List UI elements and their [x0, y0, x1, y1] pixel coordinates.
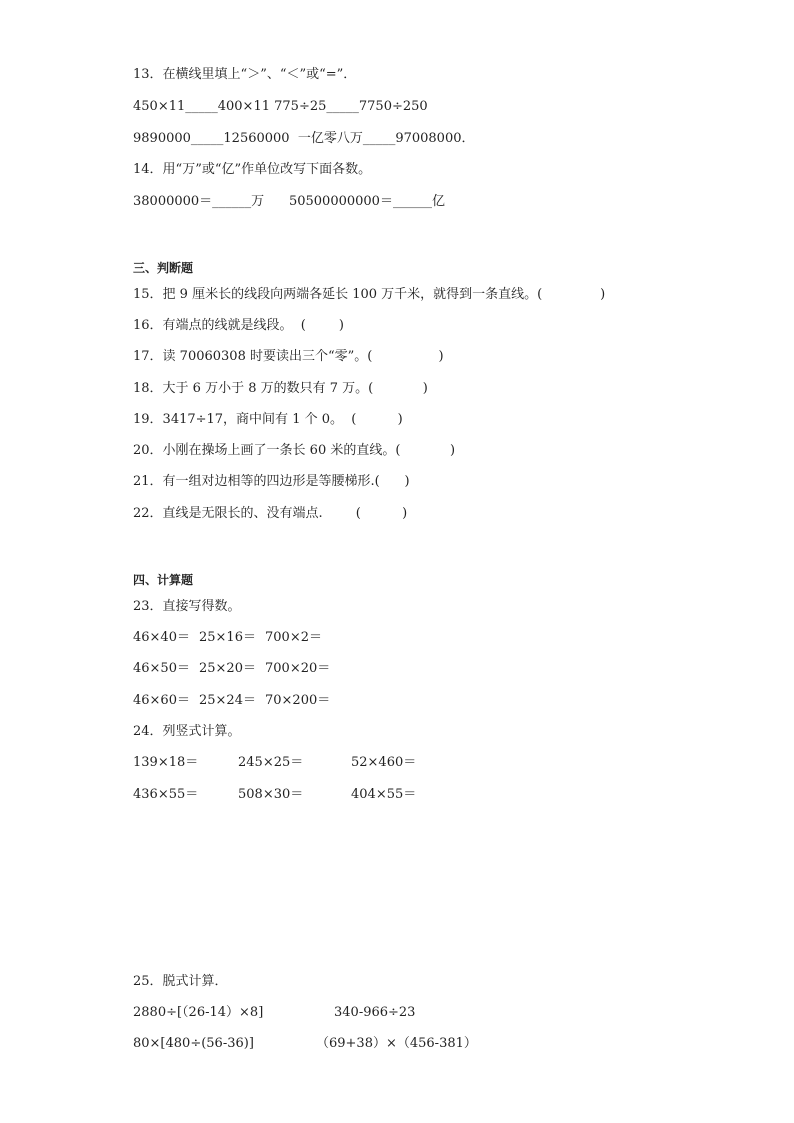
- q23-item: 70×200＝: [265, 693, 331, 708]
- q13-line2: 9890000_____12560000 一亿零八万_____97008000．: [133, 131, 475, 146]
- q14-title: 14．用“万”或“亿”作单位改写下面各数。: [133, 162, 372, 177]
- q24-item: 139×18＝: [133, 755, 199, 770]
- q25-item: （69+38）×（456-381）: [316, 1036, 477, 1051]
- q25-title: 25．脱式计算．: [133, 974, 228, 989]
- question-15: 15．把 9 厘米长的线段向两端各延长 100 万千米，就得到一条直线。( ): [133, 287, 606, 302]
- q13-line1: 450×11_____400×11 775÷25_____7750÷250: [133, 99, 428, 114]
- q25-item: 2880÷[（26-14）×8]: [133, 1005, 264, 1020]
- q23-item: 46×40＝: [133, 630, 190, 645]
- q24-item: 404×55＝: [351, 787, 417, 802]
- q23-item: 46×50＝: [133, 661, 190, 676]
- q24-item: 508×30＝: [238, 787, 304, 802]
- section4-heading: 四、计算题: [133, 573, 194, 587]
- q23-item: 700×20＝: [265, 661, 331, 676]
- q23-item: 700×2＝: [265, 630, 322, 645]
- q24-item: 245×25＝: [238, 755, 304, 770]
- section3-heading: 三、判断题: [133, 261, 194, 275]
- q23-item: 25×24＝: [199, 693, 256, 708]
- q23-title: 23．直接写得数。: [133, 599, 241, 614]
- q23-item: 46×60＝: [133, 693, 190, 708]
- question-17: 17．读 70060308 时要读出三个“零”。( ): [133, 349, 444, 364]
- question-18: 18．大于 6 万小于 8 万的数只有 7 万。( ): [133, 381, 428, 396]
- question-16: 16．有端点的线就是线段。 ( ): [133, 318, 345, 333]
- q25-item: 340-966÷23: [334, 1005, 416, 1020]
- q24-item: 436×55＝: [133, 787, 199, 802]
- q23-item: 25×16＝: [199, 630, 256, 645]
- question-22: 22．直线是无限长的、没有端点. ( ): [133, 506, 408, 521]
- q23-item: 25×20＝: [199, 661, 256, 676]
- q24-item: 52×460＝: [351, 755, 417, 770]
- q24-title: 24．列竖式计算。: [133, 724, 241, 739]
- question-19: 19．3417÷17，商中间有 1 个 0。 ( ): [133, 412, 403, 427]
- q13-title: 13．在横线里填上“＞”、“＜”或“=”．: [133, 67, 357, 82]
- q14-line1: 38000000＝______万 50500000000＝______亿: [133, 194, 445, 209]
- question-20: 20．小刚在操场上画了一条长 60 米的直线。( ): [133, 443, 456, 458]
- q25-item: 80×[480÷(56-36)]: [133, 1036, 254, 1051]
- question-21: 21．有一组对边相等的四边形是等腰梯形.( ): [133, 474, 410, 489]
